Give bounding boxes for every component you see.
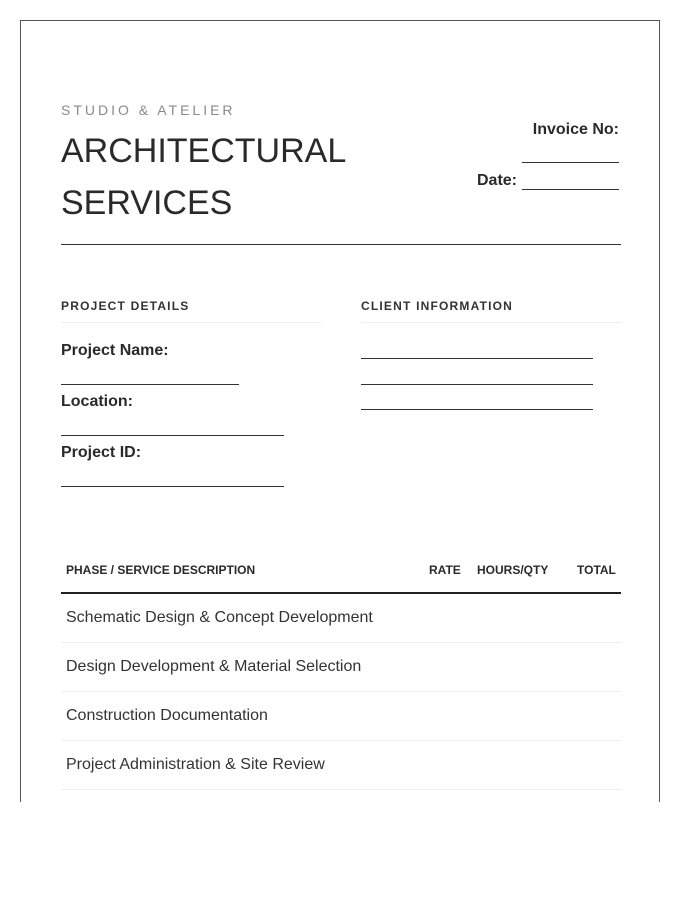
location-label: Location: — [61, 393, 133, 410]
location-blank[interactable] — [61, 435, 284, 436]
table-row — [61, 741, 621, 790]
client-line-3[interactable] — [361, 409, 593, 410]
client-information-heading: CLIENT INFORMATION — [361, 299, 514, 313]
project-details-divider — [61, 322, 321, 323]
service-description: Design Development & Material Selection — [66, 658, 362, 675]
service-description: Construction Documentation — [66, 707, 268, 724]
table-row — [61, 692, 621, 741]
table-row — [61, 594, 621, 643]
date-row — [477, 172, 619, 190]
project-name-blank[interactable] — [61, 384, 239, 385]
date-label: Date: — [476, 172, 517, 189]
client-line-1[interactable] — [361, 358, 593, 359]
invoice-number-blank[interactable] — [522, 162, 619, 163]
service-description: Schematic Design & Concept Development — [66, 609, 373, 626]
column-header-description: PHASE / SERVICE DESCRIPTION — [66, 563, 256, 577]
project-id-label: Project ID: — [61, 444, 142, 461]
project-details-heading: PROJECT DETAILS — [61, 299, 190, 313]
client-line-2[interactable] — [361, 384, 593, 385]
date-blank[interactable] — [522, 173, 619, 190]
column-header-hours: HOURS/QTY — [477, 563, 549, 577]
client-information-divider — [361, 322, 621, 323]
project-name-label: Project Name: — [61, 342, 169, 359]
service-description: Project Administration & Site Review — [66, 756, 325, 773]
invoice-number-label: Invoice No: — [532, 121, 619, 138]
invoice-page — [20, 20, 660, 802]
studio-kicker: STUDIO & ATELIER — [61, 102, 236, 118]
column-header-total: TOTAL — [577, 563, 616, 577]
header-divider — [61, 244, 621, 245]
table-row — [61, 643, 621, 692]
project-id-blank[interactable] — [61, 486, 284, 487]
column-header-rate: RATE — [429, 563, 461, 577]
document-title: ARCHITECTURAL SERVICES — [61, 132, 345, 222]
